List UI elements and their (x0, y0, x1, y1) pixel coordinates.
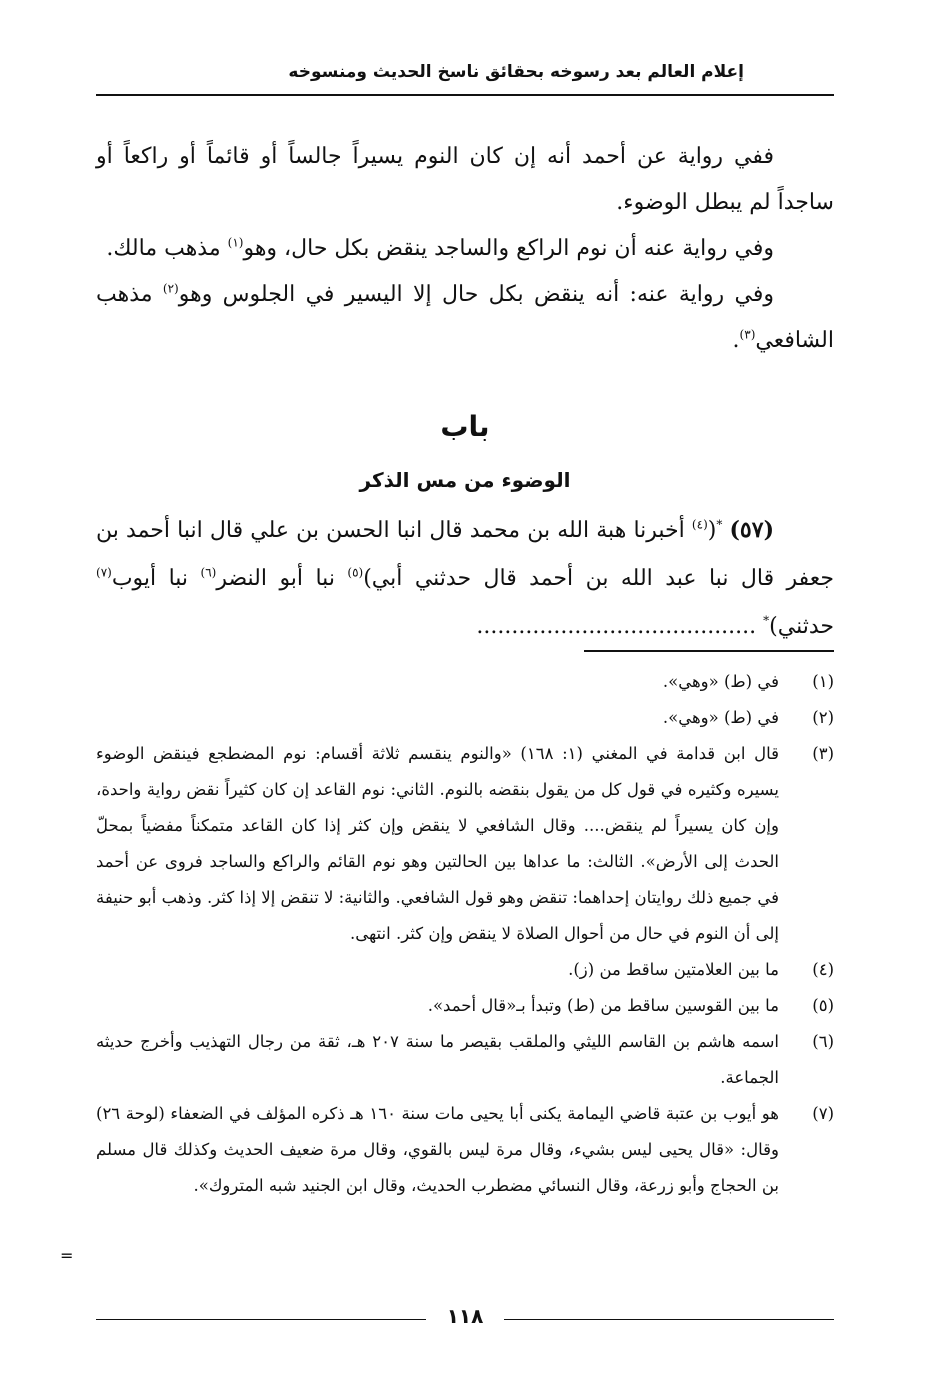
footnote-item (96, 1024, 834, 1096)
footnote-text: هو أيوب بن عتبة قاضي اليمامة يكنى أبا يحيى مات سنة ١٦٠ هـ ذكره المؤلف في الضعفاء (لوحة ٢٦) وقال: «قال يحيى ليس بشيء، وقال مرة ليس بالقوي، وقال مرة ضعيف الحديث وكذلك قال مسلم بن الحجاج وأبو زرعة، وقال النسائي مضطرب الحديث، وقال ابن الجنيد شبه المتروك». (96, 1104, 779, 1195)
paragraph-2-text-a: وفي رواية عنه أن نوم الراكع والساجد ينقض بكل حال، وهو (243, 236, 774, 261)
hadith-text (96, 506, 834, 651)
paragraph-3 (96, 272, 834, 364)
footnote-number: (٧) (812, 1104, 834, 1123)
paragraph-3-text-c: . (732, 328, 740, 353)
hadith-number: (٥٧) (729, 517, 774, 543)
paragraph-1: ففي رواية عن أحمد أنه إن كان النوم يسيراً جالساً أو قائماً أو راكعاً أو ساجداً لم يبطل الوضوء. (96, 144, 834, 215)
footnote-ref-5: (٥) (347, 565, 364, 580)
ellipsis-dots: ........................................ (476, 614, 764, 639)
running-header (96, 58, 834, 96)
footnote-item (96, 700, 834, 736)
footnote-text: قال ابن قدامة في المغني (١: ١٦٨) «والنوم ينقسم ثلاثة أقسام: نوم المضطجع فينقض الوضوء يسيره وكثيره في قول كل من يقول بنقضه بالنوم. الثاني: نوم القاعد إن كان كثيراً نقض رواية واحدة، وإن كان يسيراً لم ينقض.... وقال الشافعي لا ينقض وإن كثر إذا كان القاعد متمكناً مفضياً بمحلّ الحدث إلى الأرض». الثالث: ما عداها بين الحالتين وهو نوم القائم والراكع والساجد فروى عن أحمد في جميع ذلك روايتان إحداهما: تنقض وهو قول الشافعي. والثانية: لا تنقض إلا إذا كثر. وذهب أبو حنيفة إلى أن النوم في حال من أحوال الصلاة لا ينقض وإن كثر. انتهى. (96, 744, 780, 943)
footnote-ref-2: (٢) (162, 281, 179, 296)
footnote-number: (٦) (812, 1032, 834, 1051)
footer-rule-left (96, 1319, 426, 1320)
footnote-separator (584, 650, 834, 652)
paragraph-3-text-a: وفي رواية عنه: أنه ينقض بكل حال إلا اليسير في الجلوس وهو (178, 282, 775, 307)
page (96, 58, 834, 1358)
footnote-text: اسمه هاشم بن القاسم الليثي والملقب بقيصر ما سنة ٢٠٧ هـ، ثقة من رجال التهذيب وأخرج حديثه الجماعة. (96, 1032, 779, 1087)
footnote-ref-1: (١) (227, 235, 244, 250)
footnote-ref-7: (٧) (96, 565, 112, 580)
footer-rule-right (504, 1319, 834, 1320)
hadith-text-3: نبا أيوب (111, 566, 201, 591)
footnote-text: في (ط) «وهي». (662, 672, 779, 691)
footnote-item (96, 664, 834, 700)
hadith-text-2: نبا أبو النضر (216, 566, 348, 591)
paragraph-2 (96, 226, 834, 272)
star-mark-2: * (763, 613, 770, 628)
footnote-number: (٢) (812, 708, 834, 727)
footnote-ref-4: (٤) (691, 517, 708, 532)
footnote-number: (١) (812, 672, 834, 691)
main-text (96, 134, 834, 364)
footnote-item (96, 952, 834, 988)
footnote-number: (٤) (812, 960, 834, 979)
footnote-number: (٣) (812, 744, 834, 763)
page-number: ١١٨ (446, 1304, 484, 1328)
footnote-ref-3: (٣) (739, 327, 756, 342)
footnote-text: في (ط) «وهي». (662, 708, 779, 727)
hadith-text-4: حدثني) (769, 614, 834, 639)
paragraph-2-text-b: مذهب مالك. (106, 236, 228, 261)
footnote-ref-6: (٦) (200, 565, 217, 580)
footnote-item (96, 1096, 834, 1204)
footnote-item (96, 736, 834, 952)
header-title: إعلام العالم بعد رسوخه بحقائق ناسخ الحديث ومنسوخه (288, 62, 744, 82)
hadith-paragraph: (٥٧) *($^{(٤)}$ أخبرنا هبة الله بن محمد قال انبا الحسن بن علي قال انبا أحمد بن جعفر قال نبا عبد الله بن أحمد قال حدثني أبي)$^{(٥)}$ نبا أبو النضر$^{(٦)}$ نبا أيوب$^{(٧)}$ حدثني)* ........................................ (96, 517, 835, 639)
chapter-title: الوضوء من مس الذكر (359, 468, 571, 492)
footnote-item (96, 988, 834, 1024)
footnote-number: (٥) (812, 996, 834, 1015)
hadith-text-1: أخبرنا هبة الله بن محمد قال انبا الحسن بن علي قال انبا أحمد بن جعفر قال نبا عبد الله بن أحمد قال حدثني أبي) (96, 518, 835, 591)
footnote-text: ما بين القوسين ساقط من (ط) وتبدأ بـ«قال أحمد». (427, 996, 779, 1015)
footnotes (96, 664, 834, 1204)
star-mark-1: * (716, 517, 723, 532)
paragraph-3-text-b: مذهب الشافعي (96, 282, 834, 353)
continuation-mark: = (60, 1246, 74, 1265)
footnote-text: ما بين العلامتين ساقط من (ز). (568, 960, 779, 979)
page-footer (96, 1304, 834, 1334)
chapter-heading: باب (440, 410, 490, 443)
